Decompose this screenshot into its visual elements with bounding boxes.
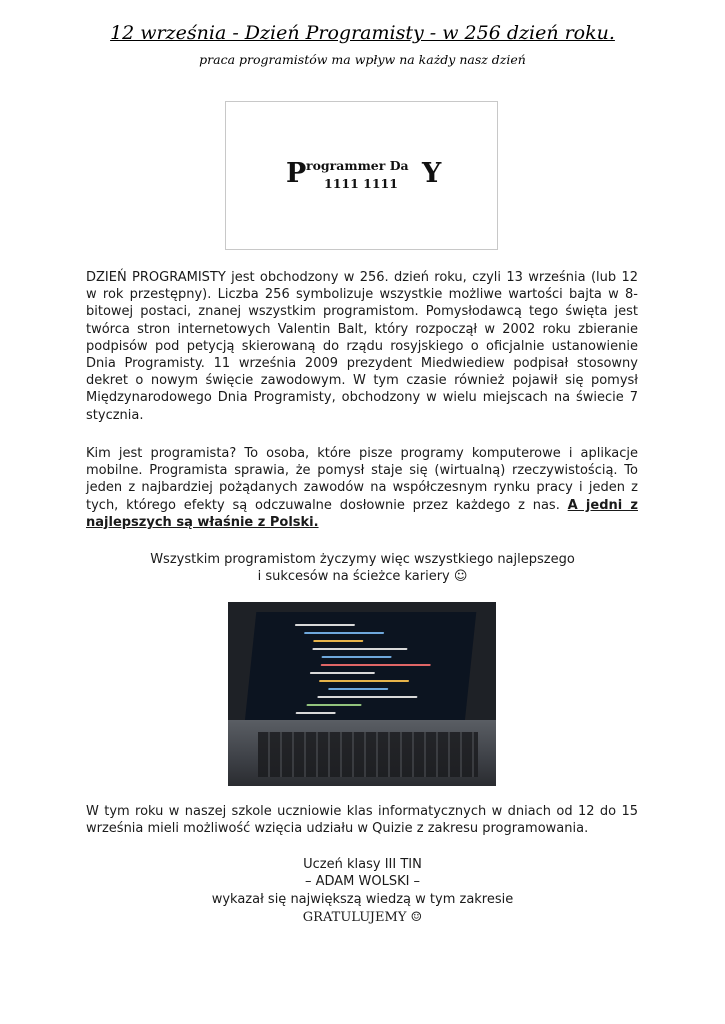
code-line	[321, 656, 391, 658]
logo-letter-p: P	[286, 158, 307, 189]
wish-line-2: i sukcesów na ścieżce kariery ☺	[257, 569, 468, 585]
code-line	[306, 704, 361, 706]
code-line	[310, 672, 375, 674]
code-line	[296, 712, 336, 714]
code-line	[312, 648, 407, 650]
paragraph-who-text: Kim jest programista? To osoba, które pisze programy komputerowe i aplikacje mobilne. Programista sprawia, że pomysł staje się (wirtualną) rzeczywistością. To jeden z najbardziej pożądanych zawodów na współczesnym rynku pracy i jeden z tych, którego efekty są odczuwalne dosłownie przez każdego z nas.	[86, 446, 638, 513]
logo-letter-y: Y	[422, 158, 442, 189]
programmer-day-logo	[225, 101, 498, 250]
code-line	[319, 680, 409, 682]
congratulations-text: GRATULUJEMY ☺	[302, 910, 423, 925]
code-line	[304, 632, 384, 634]
wish-line-1: Wszystkim programistom życzymy więc wszystkiego najlepszego	[150, 552, 575, 567]
logo-binary-line: 1111 1111	[324, 176, 398, 191]
paragraph-programmer-day: DZIEŃ PROGRAMISTY jest obchodzony w 256. dzień roku, czyli 13 września (lub 12 w rok przestępny). Liczba 256 symbolizuje wszystkie możliwe wartości bajta w 8-bitowej postaci, znanej wszystkim programistom. Pomysłodawcą tego święta jest twórca stron internetowych Valentin Balt, który rozpoczął w 2002 roku zbieranie podpisów pod petycją skierowaną do rządu rosyjskiego o oficjalnie ustanowienie Dnia Programisty. 11 września 2009 prezydent Miedwiediew podpisał stosowny dekret o nowym święcie zawodowym. W tym czasie również pojawił się pomysł Międzynarodowego Dnia Programisty, obchodzony w wielu miejscach na świecie 7 stycznia.	[86, 270, 638, 423]
wishes-block	[0, 551, 725, 585]
paragraph-emphasis: A jedni z najlepszych są właśnie z Polski.	[86, 497, 638, 530]
paragraph-quiz: W tym roku w naszej szkole uczniowie klas informatycznych w dniach od 12 do 15 września mieli możliwość wzięcia udziału w Quizie z zakresu programowania.	[86, 804, 638, 837]
student-class: Uczeń klasy III TIN	[303, 857, 422, 872]
logo-top-line: rogrammer Da	[306, 158, 409, 173]
code-line	[295, 624, 355, 626]
code-line	[328, 688, 388, 690]
student-name: – ADAM WOLSKI –	[304, 874, 421, 889]
logo-text	[286, 154, 446, 194]
laptop-screen	[244, 612, 477, 732]
code-line	[313, 640, 363, 642]
paragraph-who-is-programmer	[86, 445, 638, 531]
page-subtitle: praca programistów ma wpływ na każdy nasz dzień	[199, 52, 526, 67]
page-title: 12 września - Dzień Programisty - w 256 dzień roku.	[110, 22, 615, 44]
achievement-text: wykazał się największą wiedzą w tym zakresie	[211, 892, 514, 907]
code-line	[317, 696, 417, 698]
code-line	[321, 664, 431, 666]
laptop-code-photo	[228, 602, 496, 786]
laptop-keys	[258, 732, 478, 777]
